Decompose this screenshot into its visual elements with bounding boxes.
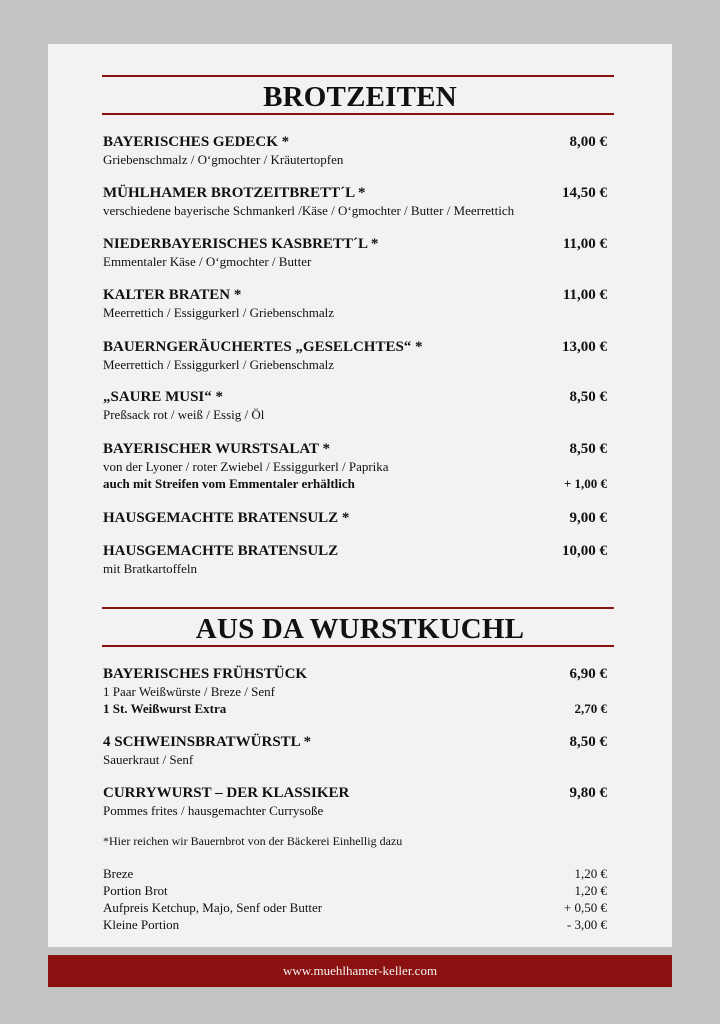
item-description: Griebenschmalz / O‘gmochter / Kräutertopfen <box>103 152 344 167</box>
menu-item <box>103 338 607 373</box>
item-extra-option <box>103 475 607 492</box>
item-price: 14,50 € <box>562 185 607 201</box>
extra-price: 2,70 € <box>574 701 607 716</box>
section-title-wurstkuchl: AUS DA WURSTKUCHL <box>195 613 525 645</box>
extra-price: + 1,00 € <box>563 476 607 491</box>
side-label: Kleine Portion <box>103 917 180 932</box>
side-item <box>103 882 607 899</box>
item-name: BAYERISCHES GEDECK * <box>103 134 290 150</box>
item-name: „SAURE MUSI“ * <box>103 389 224 405</box>
item-price: 9,00 € <box>569 510 607 526</box>
side-item <box>103 865 607 882</box>
title-rule-top <box>102 607 614 609</box>
item-name: CURRYWURST – DER KLASSIKER <box>103 785 350 801</box>
title-rule-bottom <box>102 645 614 647</box>
item-description: Sauerkraut / Senf <box>103 752 194 767</box>
item-name: KALTER BRATEN * <box>103 287 242 303</box>
menu-item <box>103 665 607 717</box>
item-price: 13,00 € <box>562 339 607 355</box>
item-description: 1 Paar Weißwürste / Breze / Senf <box>103 684 275 699</box>
item-price: 6,90 € <box>569 666 607 682</box>
item-price: 8,50 € <box>569 734 607 750</box>
side-label: Portion Brot <box>103 883 168 898</box>
item-name: HAUSGEMACHTE BRATENSULZ * <box>103 510 350 526</box>
item-name: NIEDERBAYERISCHES KASBRETT´L * <box>103 236 379 252</box>
side-price: 1,20 € <box>574 883 607 898</box>
item-name: HAUSGEMACHTE BRATENSULZ <box>103 543 339 559</box>
title-rule-top <box>102 75 614 77</box>
side-item <box>103 899 607 916</box>
item-description: Meerrettich / Essiggurkerl / Griebenschmalz <box>103 305 335 320</box>
menu-item <box>103 509 607 527</box>
menu-item <box>103 542 607 577</box>
extra-label: auch mit Streifen vom Emmentaler erhältlich <box>103 476 355 491</box>
item-price: 8,50 € <box>569 441 607 457</box>
item-price: 8,00 € <box>569 134 607 150</box>
extra-label: 1 St. Weißwurst Extra <box>103 701 227 716</box>
item-name: BAYERISCHES FRÜHSTÜCK <box>103 666 308 682</box>
item-price: 8,50 € <box>569 389 607 405</box>
menu-item <box>103 733 607 768</box>
side-price: + 0,50 € <box>563 900 607 915</box>
item-name: 4 SCHWEINSBRATWÜRSTL * <box>103 734 312 750</box>
item-description: mit Bratkartoffeln <box>103 561 197 576</box>
side-label: Aufpreis Ketchup, Majo, Senf oder Butter <box>103 900 323 915</box>
item-description: verschiedene bayerische Schmankerl /Käse / O‘gmochter / Butter / Meerrettich <box>103 203 515 218</box>
item-extra-option <box>103 700 607 717</box>
menu-item <box>103 184 607 219</box>
menu-item <box>103 235 607 270</box>
menu-item <box>103 388 607 423</box>
item-price: 11,00 € <box>562 236 607 252</box>
side-label: Breze <box>103 866 134 881</box>
side-price: 1,20 € <box>574 866 607 881</box>
menu-item <box>103 133 607 168</box>
menu-item <box>103 440 607 492</box>
side-price: - 3,00 € <box>566 917 607 932</box>
bread-note: *Hier reichen wir Bauernbrot von der Bäckerei Einhellig dazu <box>103 834 403 848</box>
title-rule-bottom <box>102 113 614 115</box>
item-description: Meerrettich / Essiggurkerl / Griebenschmalz <box>103 357 335 372</box>
item-description: Pommes frites / hausgemachter Currysoße <box>103 803 324 818</box>
item-price: 9,80 € <box>569 785 607 801</box>
item-description: Preßsack rot / weiß / Essig / Öl <box>103 407 265 422</box>
section-title-brotzeiten: BROTZEITEN <box>263 81 457 113</box>
item-name: BAUERNGERÄUCHERTES „GESELCHTES“ * <box>103 339 423 355</box>
footer-website-link[interactable]: www.muehlhamer-keller.com <box>48 955 672 987</box>
item-description: von der Lyoner / roter Zwiebel / Essiggurkerl / Paprika <box>103 459 389 474</box>
item-price: 10,00 € <box>562 543 607 559</box>
item-name: MÜHLHAMER BROTZEITBRETT´L * <box>103 185 366 201</box>
item-name: BAYERISCHER WURSTSALAT * <box>103 441 331 457</box>
side-item <box>103 916 607 933</box>
menu-item <box>103 784 607 819</box>
item-price: 11,00 € <box>562 287 607 303</box>
item-description: Emmentaler Käse / O‘gmochter / Butter <box>103 254 312 269</box>
menu-item <box>103 286 607 321</box>
